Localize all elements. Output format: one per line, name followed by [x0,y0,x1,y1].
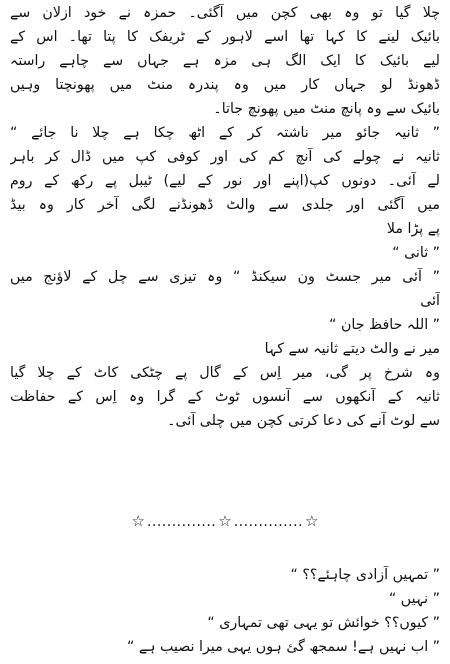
dialogue-line: ” آئی میر جسٹ ون سیکنڈ “ وہ تیزی سے چل کے لاؤنج میں [10,269,440,285]
dialogue-line: ” تمہیں آزادی چاہئے؟؟ “ [290,567,440,583]
star-icon: ☆ [305,512,319,530]
divider-dots: .............. [233,514,304,530]
dialogue-line: ” نہیں “ [388,591,440,607]
divider-dots: .............. [146,514,217,530]
paragraph-line: میر نے والٹ دیتے ثانیہ سے کہا [264,341,440,357]
paragraph-line: آئی [420,293,440,309]
dialogue-line: ” ثانی “ [392,245,440,261]
paragraph-line: ڈھونڈ لو جہاں کار میں وہ پندرہ منٹ میں پھونچتا وہیں [10,77,440,93]
paragraph-line: سے لوٹ آنے کی دعا کرتی کچن میں چلی آئی۔ [167,413,440,429]
star-icon: ☆ [218,512,232,530]
paragraph-line: بائیک سے وہ پانچ منٹ میں پھونچ جاتا۔ [213,101,440,117]
paragraph-line: بائیک لینے کا کہا تھا اسے لاہور کے ٹریفک کا پتا تھا۔ اس کے [10,29,440,45]
paragraph-line: ثانیہ نے چولے کی آنچ کم کی اور کوفی کپ میں ڈال کر باہر [10,149,440,165]
dialogue-line: ” اب نہیں ہے! سمجھ گئ ہوں یہی میرا نصیب ہے “ [127,639,440,655]
paragraph-line: میں آگئی اور جلدی سے والٹ ڈھونڈنے لگی آخر کار وہ بیڈ [10,197,440,213]
paragraph-line: وہ شرخ پر گی، میر اِس کے گال پے چٹکی کاٹ کے چلا گیا [10,365,440,381]
section-divider [0,512,450,531]
paragraph-line: ثانیہ کے آنکھوں سے آنسوں ٹوٹ کے گرا وہ اِس کے حفاظت [10,389,440,405]
dialogue-line: ” ثانیہ جائو میر ناشتہ کر کے اٹھ چکا ہے چلا نا جائے “ [10,125,440,141]
dialogue-line: ” کیوں؟؟ خوائش تو یہی تھی تمہاری “ [207,615,440,631]
paragraph-line: لیے بائیک کا ایک الگ ہی مزہ ہے جہاں سے چاہے راستہ [10,53,440,69]
paragraph-line: پے پڑا ملا [386,221,440,237]
dialogue-line: ” اللہ حافظ جان “ [329,317,440,333]
paragraph-line: چلا گیا تو وہ بھی کچن میں آگئی۔ حمزہ نے خود ازلان سے [10,5,440,21]
paragraph-line: لے آئی۔ دونوں کپ(اپنے اور نور کے لیے) ٹیبل پے رکھ کے روم [10,173,440,189]
star-icon: ☆ [131,512,145,530]
